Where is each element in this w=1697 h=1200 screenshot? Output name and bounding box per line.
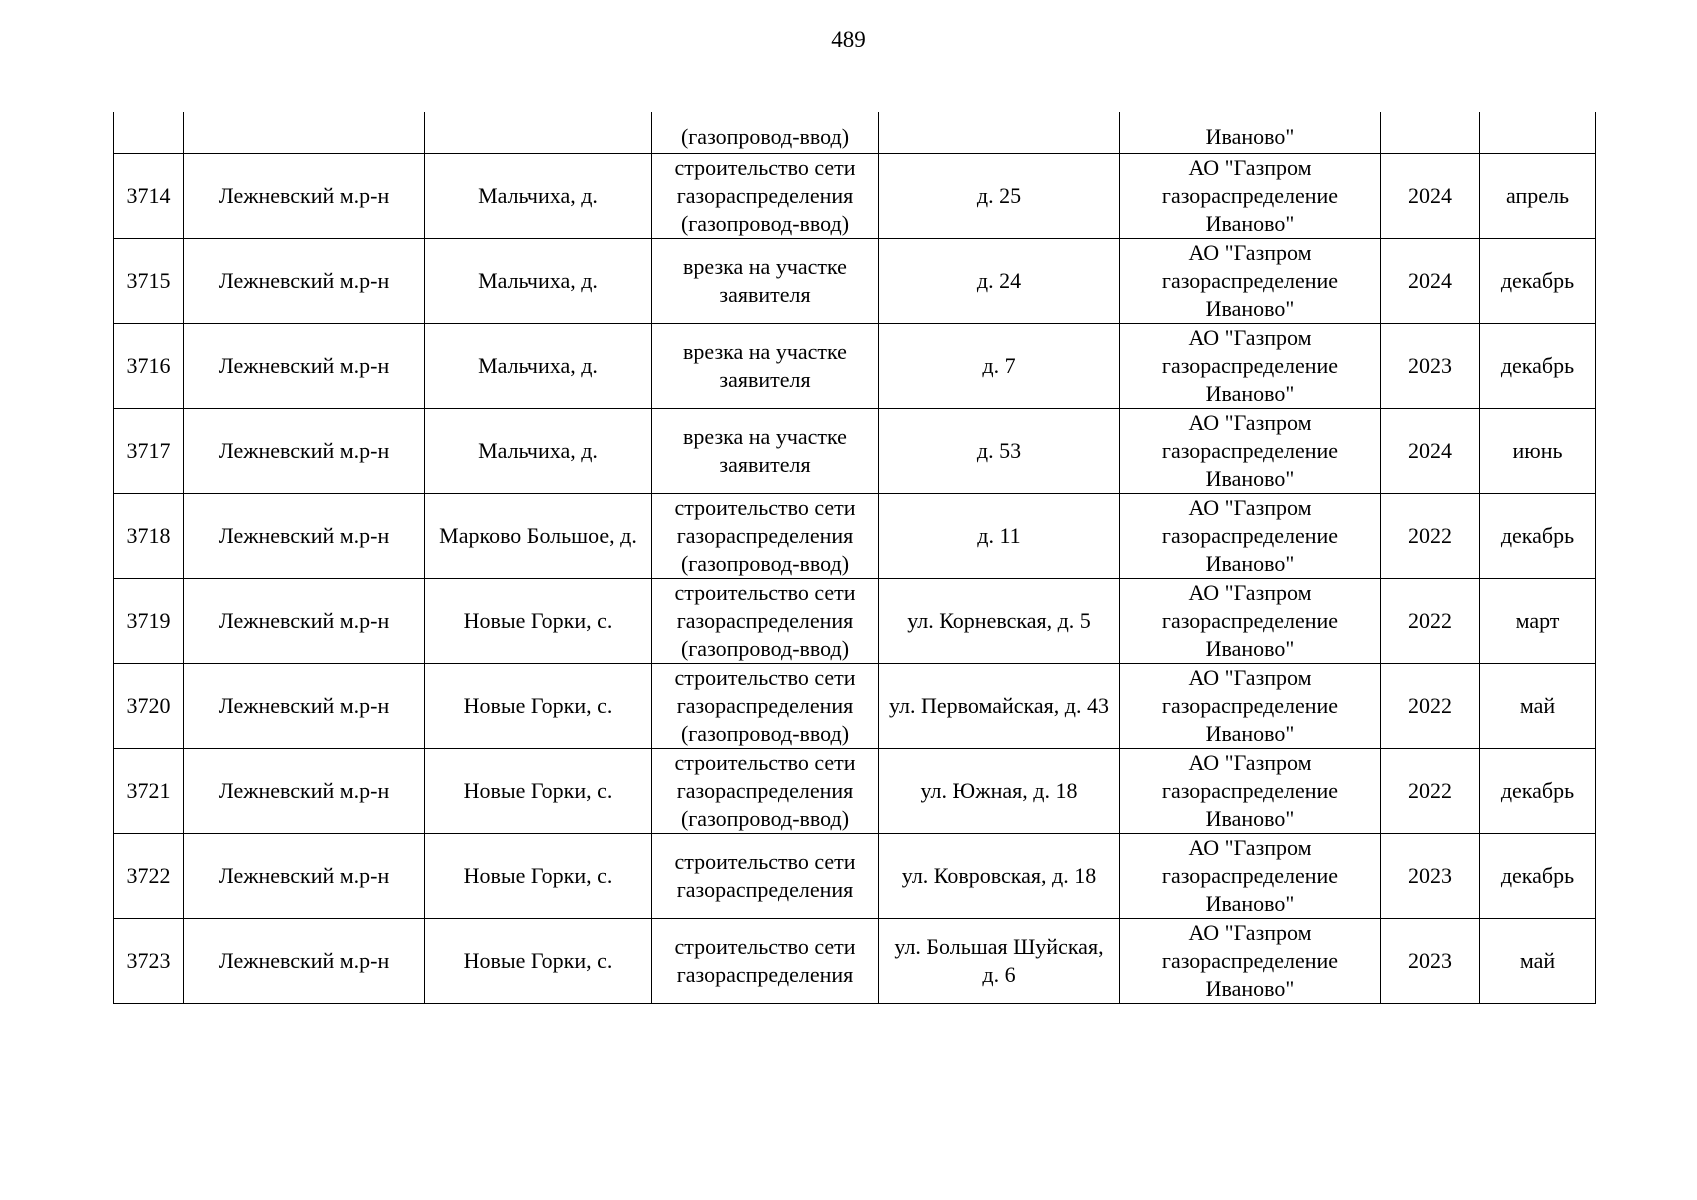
cell-address: д. 24 bbox=[879, 239, 1120, 324]
cell-month: декабрь bbox=[1480, 239, 1596, 324]
cell-district: Лежневский м.р-н bbox=[184, 749, 425, 834]
cell-address: ул. Корневская, д. 5 bbox=[879, 579, 1120, 664]
cell-work: строительство сети газораспределения (газопровод-ввод) bbox=[652, 154, 879, 239]
cell-work: врезка на участке заявителя bbox=[652, 324, 879, 409]
table-row bbox=[114, 324, 1596, 409]
cell-year: 2023 bbox=[1381, 834, 1480, 919]
cell-year: 2024 bbox=[1381, 239, 1480, 324]
cell-org: АО "Газпром газораспределение Иваново" bbox=[1120, 919, 1381, 1004]
cell-work: строительство сети газораспределения (газопровод-ввод) bbox=[652, 664, 879, 749]
cell-year: 2022 bbox=[1381, 664, 1480, 749]
cell-work: строительство сети газораспределения bbox=[652, 834, 879, 919]
cell-address bbox=[879, 112, 1120, 154]
table-row bbox=[114, 494, 1596, 579]
cell-num: 3720 bbox=[114, 664, 184, 749]
cell-settlement: Мальчиха, д. bbox=[425, 409, 652, 494]
page-number: 489 bbox=[831, 27, 866, 52]
table-row bbox=[114, 239, 1596, 324]
cell-district: Лежневский м.р-н bbox=[184, 154, 425, 239]
cell-district: Лежневский м.р-н bbox=[184, 834, 425, 919]
cell-district: Лежневский м.р-н bbox=[184, 494, 425, 579]
cell-settlement: Новые Горки, с. bbox=[425, 834, 652, 919]
table-row bbox=[114, 409, 1596, 494]
cell-num: 3719 bbox=[114, 579, 184, 664]
cell-district bbox=[184, 112, 425, 154]
cell-work: строительство сети газораспределения (газопровод-ввод) bbox=[652, 749, 879, 834]
gasification-table bbox=[113, 112, 1596, 1004]
cell-org: АО "Газпром газораспределение Иваново" bbox=[1120, 239, 1381, 324]
cell-org: АО "Газпром газораспределение Иваново" bbox=[1120, 324, 1381, 409]
cell-org: АО "Газпром газораспределение Иваново" bbox=[1120, 494, 1381, 579]
table-row bbox=[114, 664, 1596, 749]
cell-num: 3723 bbox=[114, 919, 184, 1004]
cell-address: ул. Большая Шуйская, д. 6 bbox=[879, 919, 1120, 1004]
table-row bbox=[114, 834, 1596, 919]
cell-settlement: Новые Горки, с. bbox=[425, 749, 652, 834]
cell-work: строительство сети газораспределения (газопровод-ввод) bbox=[652, 579, 879, 664]
cell-num bbox=[114, 112, 184, 154]
cell-month: декабрь bbox=[1480, 324, 1596, 409]
cell-num: 3722 bbox=[114, 834, 184, 919]
cell-num: 3716 bbox=[114, 324, 184, 409]
table-row bbox=[114, 154, 1596, 239]
cell-address: д. 7 bbox=[879, 324, 1120, 409]
cell-work: строительство сети газораспределения bbox=[652, 919, 879, 1004]
cell-address: ул. Первомайская, д. 43 bbox=[879, 664, 1120, 749]
table-body bbox=[114, 112, 1596, 1004]
cell-settlement: Марково Большое, д. bbox=[425, 494, 652, 579]
cell-org: АО "Газпром газораспределение Иваново" bbox=[1120, 664, 1381, 749]
cell-work: врезка на участке заявителя bbox=[652, 239, 879, 324]
cell-district: Лежневский м.р-н bbox=[184, 239, 425, 324]
cell-settlement: Мальчиха, д. bbox=[425, 324, 652, 409]
continuation-row bbox=[114, 112, 1596, 154]
cell-month: апрель bbox=[1480, 154, 1596, 239]
cell-month: май bbox=[1480, 664, 1596, 749]
cell-settlement: Новые Горки, с. bbox=[425, 579, 652, 664]
cell-num: 3718 bbox=[114, 494, 184, 579]
cell-address: д. 11 bbox=[879, 494, 1120, 579]
cell-work: (газопровод-ввод) bbox=[652, 112, 879, 154]
cell-address: ул. Южная, д. 18 bbox=[879, 749, 1120, 834]
cell-num: 3721 bbox=[114, 749, 184, 834]
cell-settlement: Мальчиха, д. bbox=[425, 154, 652, 239]
cell-num: 3715 bbox=[114, 239, 184, 324]
cell-address: д. 25 bbox=[879, 154, 1120, 239]
cell-year: 2022 bbox=[1381, 494, 1480, 579]
table-row bbox=[114, 919, 1596, 1004]
cell-address: д. 53 bbox=[879, 409, 1120, 494]
cell-work: врезка на участке заявителя bbox=[652, 409, 879, 494]
cell-month: май bbox=[1480, 919, 1596, 1004]
cell-org: АО "Газпром газораспределение Иваново" bbox=[1120, 749, 1381, 834]
cell-year: 2022 bbox=[1381, 579, 1480, 664]
cell-year: 2022 bbox=[1381, 749, 1480, 834]
cell-settlement bbox=[425, 112, 652, 154]
cell-year bbox=[1381, 112, 1480, 154]
cell-settlement: Новые Горки, с. bbox=[425, 664, 652, 749]
cell-month: июнь bbox=[1480, 409, 1596, 494]
cell-month: март bbox=[1480, 579, 1596, 664]
cell-year: 2023 bbox=[1381, 324, 1480, 409]
table-row bbox=[114, 749, 1596, 834]
cell-district: Лежневский м.р-н bbox=[184, 664, 425, 749]
cell-month: декабрь bbox=[1480, 834, 1596, 919]
cell-num: 3714 bbox=[114, 154, 184, 239]
cell-settlement: Новые Горки, с. bbox=[425, 919, 652, 1004]
table-row bbox=[114, 579, 1596, 664]
cell-district: Лежневский м.р-н bbox=[184, 579, 425, 664]
cell-org: АО "Газпром газораспределение Иваново" bbox=[1120, 154, 1381, 239]
cell-month: декабрь bbox=[1480, 494, 1596, 579]
cell-org: АО "Газпром газораспределение Иваново" bbox=[1120, 579, 1381, 664]
cell-work: строительство сети газораспределения (газопровод-ввод) bbox=[652, 494, 879, 579]
cell-num: 3717 bbox=[114, 409, 184, 494]
cell-year: 2024 bbox=[1381, 154, 1480, 239]
cell-district: Лежневский м.р-н bbox=[184, 324, 425, 409]
cell-settlement: Мальчиха, д. bbox=[425, 239, 652, 324]
cell-year: 2023 bbox=[1381, 919, 1480, 1004]
cell-org: АО "Газпром газораспределение Иваново" bbox=[1120, 409, 1381, 494]
cell-org: Иваново" bbox=[1120, 112, 1381, 154]
cell-org: АО "Газпром газораспределение Иваново" bbox=[1120, 834, 1381, 919]
cell-district: Лежневский м.р-н bbox=[184, 919, 425, 1004]
cell-district: Лежневский м.р-н bbox=[184, 409, 425, 494]
cell-month: декабрь bbox=[1480, 749, 1596, 834]
cell-address: ул. Ковровская, д. 18 bbox=[879, 834, 1120, 919]
cell-year: 2024 bbox=[1381, 409, 1480, 494]
cell-month bbox=[1480, 112, 1596, 154]
